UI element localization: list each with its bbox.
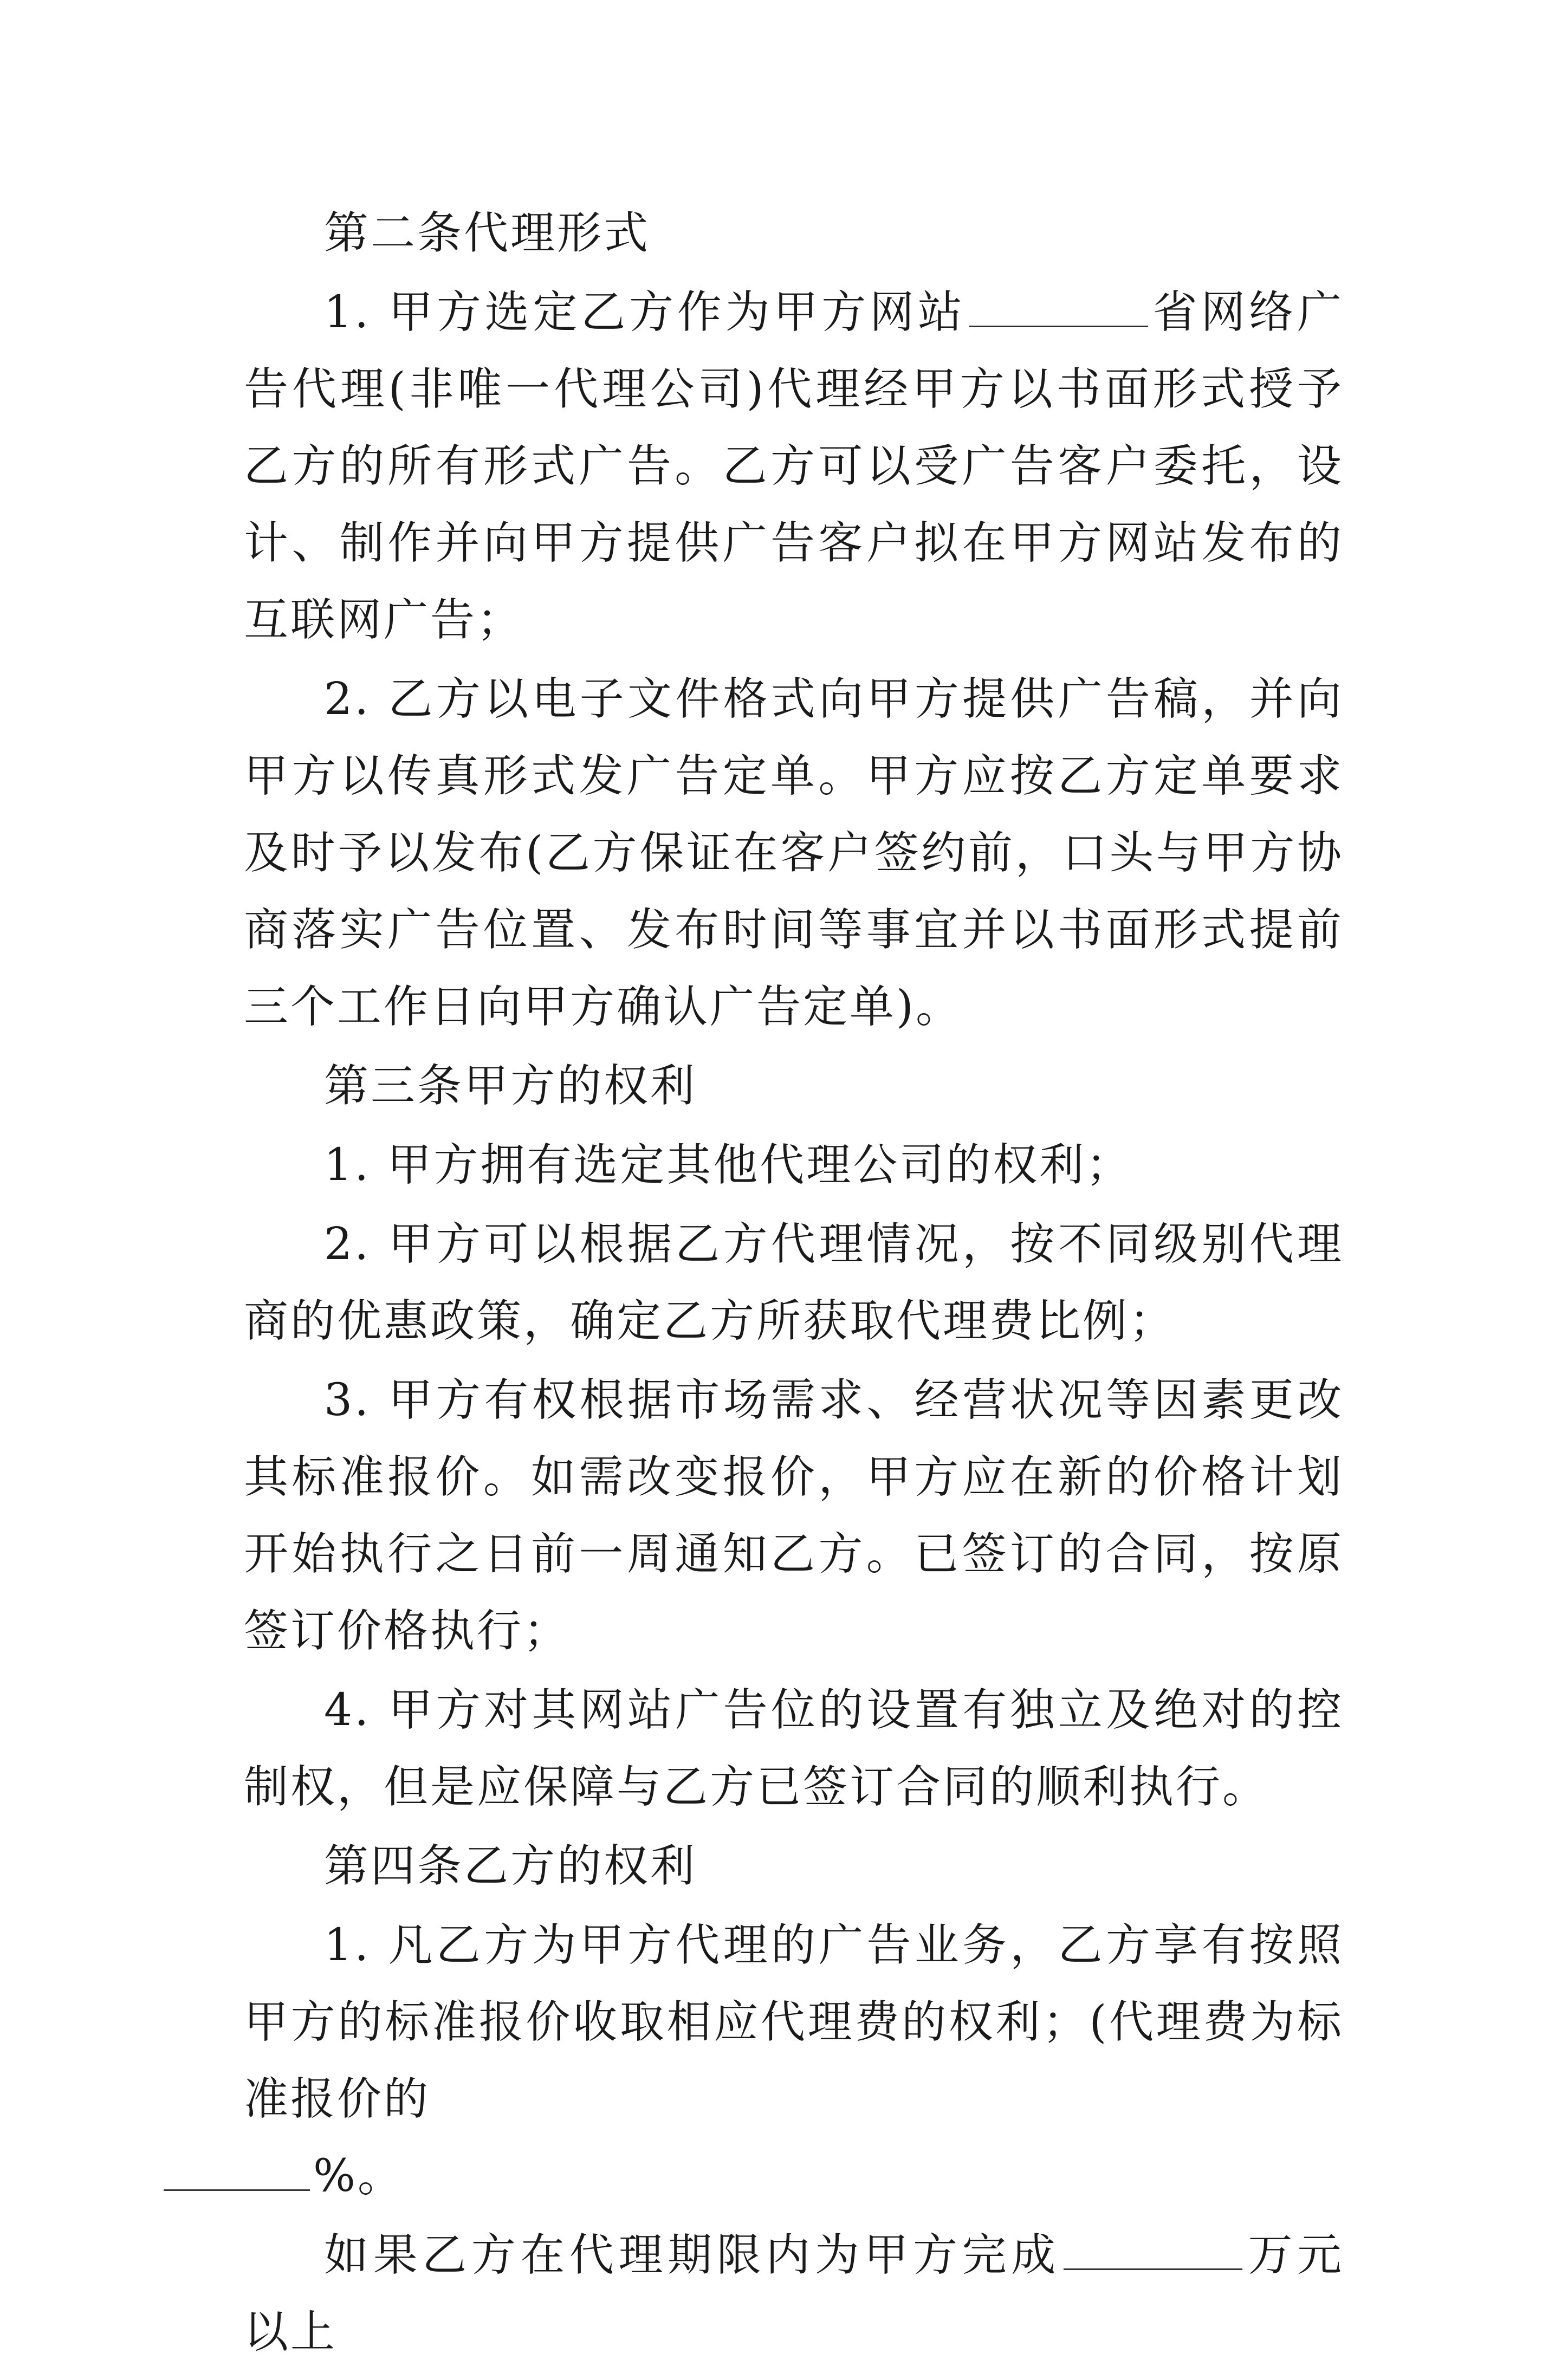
section2-item-1-text-a: 1. 甲方选定乙方作为甲方网站: [324, 287, 966, 338]
section2-item-2: 2. 乙方以电子文件格式向甲方提供广告稿，并向甲方以传真形式发广告定单。甲方应按乙方定单要求及时予以发布(乙方保证在客户签约前，口头与甲方协商落实广告位置、发布时间等事宜并以书面形式提前三个工作日向甲方确认广告定单)。: [244, 673, 1344, 1033]
section4-item-2-text-a: 如果乙方在代理期限内为甲方完成: [324, 2229, 1060, 2281]
section4-item-2: [244, 2217, 1344, 2371]
section2-item-1: [244, 274, 1344, 659]
section4-item-1: [244, 1907, 1344, 2215]
blank-line-amount: [1064, 2236, 1242, 2270]
section3-item-4: 4. 甲方对其网站广告位的设置有独立及绝对的控制权，但是应保障与乙方已签订合同的顺利执行。: [244, 1684, 1344, 1813]
section2-item-1-text-b: 省网络广告代理(非唯一代理公司)代理经甲方以书面形式授予乙方的所有形式广告。乙方可以受广告客户委托，设计、制作并向甲方提供广告客户拟在甲方网站发布的互联网广告；: [244, 287, 1344, 646]
blank-line-province: [969, 293, 1148, 327]
section3-item-2: 2. 甲方可以根据乙方代理情况，按不同级别代理商的优惠政策，确定乙方所获取代理费比例；: [244, 1218, 1344, 1347]
section-heading-3: 第三条甲方的权利: [324, 1060, 697, 1112]
section3-item-1: 1. 甲方拥有选定其他代理公司的权利；: [324, 1139, 1133, 1191]
section3-item-3: 3. 甲方有权根据市场需求、经营状况等因素更改其标准报价。如需改变报价，甲方应在新的价格计划开始执行之日前一周通知乙方。已签订的合同，按原签订价格执行；: [244, 1374, 1344, 1657]
section4-item-1-text: 1. 凡乙方为甲方代理的广告业务，乙方享有按照甲方的标准报价收取相应代理费的权利；(代理费为标准报价的: [244, 1920, 1344, 2125]
section4-item-1-end: %。: [313, 2150, 404, 2202]
section-heading-4: 第四条乙方的权利: [324, 1840, 697, 1892]
section-heading-2: 第二条代理形式: [324, 208, 651, 259]
document-body: [244, 195, 1344, 2373]
blank-line-percent: [164, 2157, 310, 2191]
section4-item-2-text-b: 万元以上: [244, 2229, 1344, 2358]
